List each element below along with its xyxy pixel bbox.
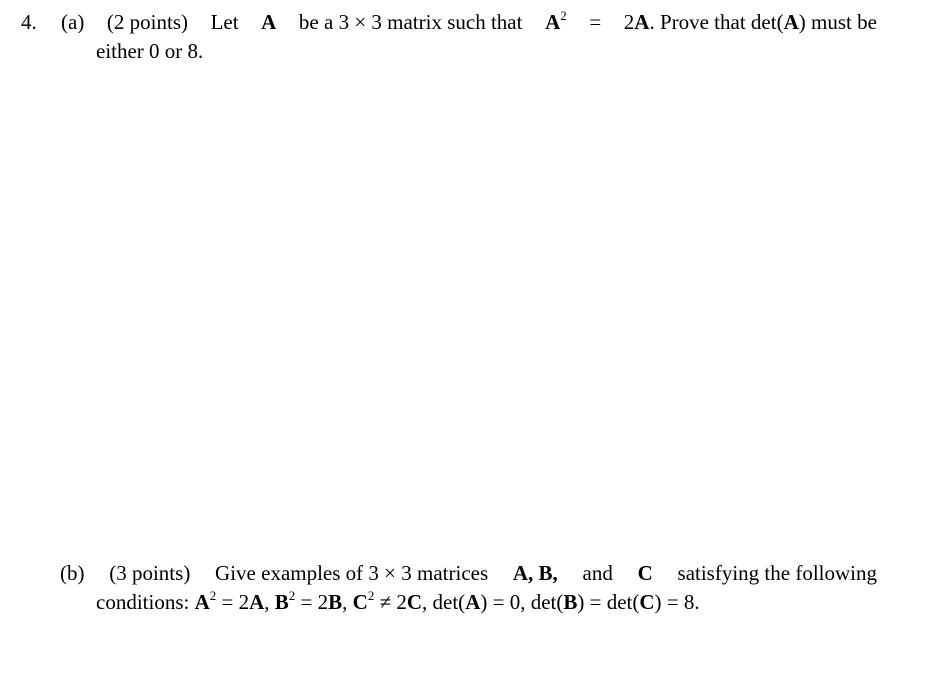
part-a-label: (a): [61, 10, 85, 34]
text-and: and: [582, 561, 613, 585]
part-a-points: (2 points): [106, 10, 188, 34]
two-a: 2A. Prove that det(A) must be: [623, 10, 877, 34]
part-b-statement-line-1: [60, 559, 877, 588]
text-let: Let: [210, 10, 239, 34]
equals-sign: =: [589, 10, 602, 34]
part-a-statement-line-2: either 0 or 8.: [96, 39, 204, 63]
text-be-matrix: be a 3 × 3 matrix such that: [298, 10, 523, 34]
problem-number: 4.: [21, 10, 37, 34]
part-a-statement-line-1: [61, 8, 877, 37]
text-satisfying: satisfying the following: [677, 561, 877, 585]
part-b-conditions-line: conditions: $A^2 = 2A$, $B^2 = 2B$, $C^2 \ne 2C$, det(A) = 0, det(B) = det(C) = 8.: [96, 588, 700, 614]
matrix-a: A: [261, 10, 277, 34]
matrices-abc: A, B,: [512, 561, 558, 585]
part-b-points: (3 points): [109, 561, 191, 585]
matrix-c: C: [637, 561, 653, 585]
part-b-label: (b): [60, 561, 85, 585]
text-give-examples: Give examples of 3 × 3 matrices: [215, 561, 489, 585]
matrix-a-squared: $A^2$: [545, 8, 567, 34]
